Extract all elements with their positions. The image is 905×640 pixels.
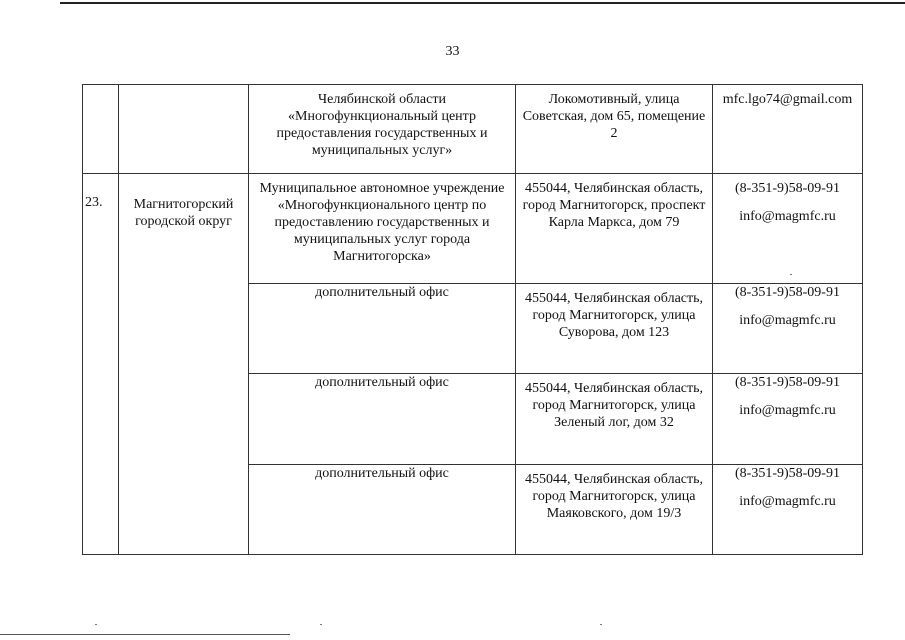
organization-name: Челябинской области «Многофункциональный центр предоставления государственных и муниципальных услуг» — [276, 92, 488, 158]
page-number: 33 — [445, 44, 460, 59]
address-text: Локомотивный, улица Советская, дом 65, помещение 2 — [522, 92, 706, 141]
municipality-name: Магнитогорский городской округ — [133, 197, 234, 229]
contact-cell — [713, 465, 863, 555]
address-cell — [516, 284, 713, 374]
email-link[interactable]: info@magmfc.ru — [739, 313, 836, 328]
contact-cell — [713, 174, 863, 284]
phone-number: (8-351-9)58-09-91 — [735, 375, 840, 390]
organization-cell — [249, 85, 516, 174]
scan-speck — [95, 624, 97, 625]
organization-name: Муниципальное автономное учреждение «Многофункционального центр по предоставлению государственных и муниципальных услуг города Магнитогорска» — [259, 181, 505, 264]
contact-cell — [713, 85, 863, 174]
scan-speck — [790, 274, 792, 275]
address-cell — [516, 174, 713, 284]
contact-cell — [713, 374, 863, 465]
email-link[interactable]: info@magmfc.ru — [739, 403, 836, 418]
phone-number: (8-351-9)58-09-91 — [735, 466, 840, 481]
mfc-table — [82, 84, 863, 555]
address-text: 455044, Челябинская область, город Магнитогорск, улица Зеленый лог, дом 32 — [525, 381, 703, 430]
contact-cell — [713, 284, 863, 374]
bottom-scan-line — [0, 634, 290, 635]
scan-speck — [600, 624, 602, 625]
scan-speck — [320, 624, 322, 625]
email-link[interactable]: info@magmfc.ru — [739, 209, 836, 224]
address-text: 455044, Челябинская область, город Магнитогорск, улица Суворова, дом 123 — [525, 291, 703, 340]
email-link[interactable]: mfc.lgo74@gmail.com — [722, 92, 853, 107]
top-border-line — [60, 2, 905, 4]
row-number-cell — [83, 85, 119, 174]
email-link[interactable]: info@magmfc.ru — [739, 494, 836, 509]
area-cell — [119, 174, 249, 555]
organization-name: дополнительный офис — [315, 285, 449, 300]
area-cell — [119, 85, 249, 174]
organization-cell — [249, 284, 516, 374]
organization-cell — [249, 465, 516, 555]
organization-name: дополнительный офис — [315, 466, 449, 481]
table-row — [83, 85, 863, 174]
address-text: 455044, Челябинская область, город Магнитогорск, улица Маяковского, дом 19/3 — [525, 472, 703, 521]
phone-number: (8-351-9)58-09-91 — [735, 285, 840, 300]
organization-name: дополнительный офис — [315, 375, 449, 390]
organization-cell — [249, 174, 516, 284]
phone-number: (8-351-9)58-09-91 — [735, 181, 840, 196]
address-cell — [516, 374, 713, 465]
table-row — [83, 174, 863, 284]
organization-cell — [249, 374, 516, 465]
address-text: 455044, Челябинская область, город Магнитогорск, проспект Карла Маркса, дом 79 — [522, 181, 706, 230]
row-number: 23. — [85, 195, 103, 210]
address-cell — [516, 85, 713, 174]
row-number-cell — [83, 174, 119, 555]
address-cell — [516, 465, 713, 555]
